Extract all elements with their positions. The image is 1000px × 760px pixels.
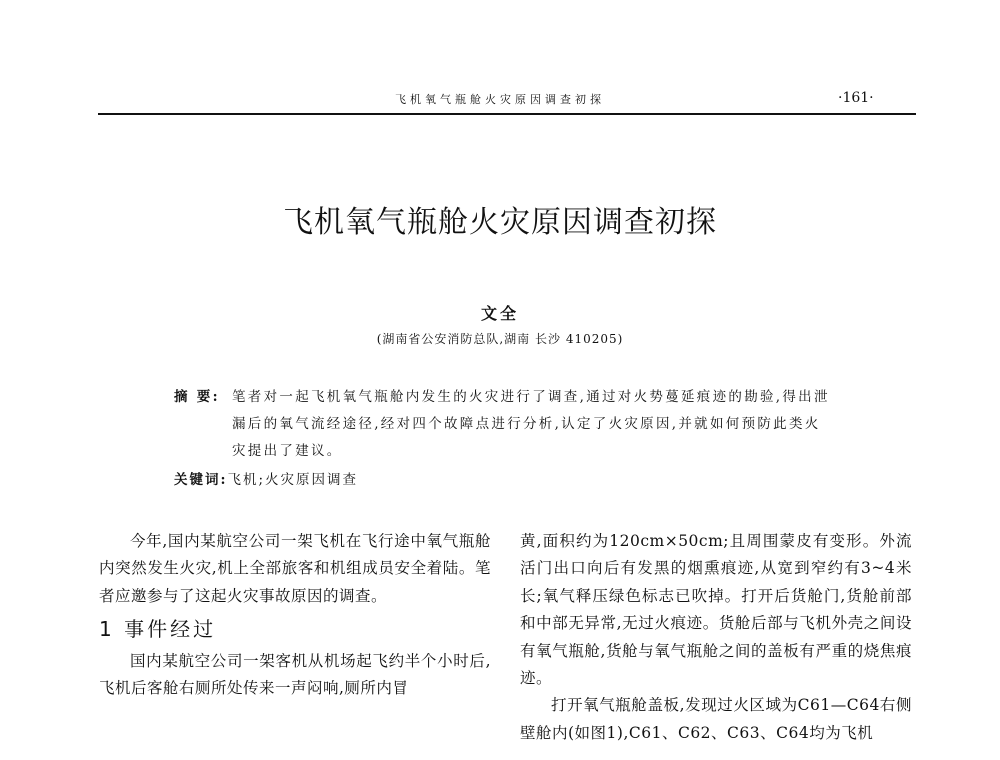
section-heading: 1 事件经过 — [99, 617, 217, 642]
body-paragraph: 黄,面积约为120cm×50cm;且周围蒙皮有变形。外流活门出口向后有发黑的烟熏痕迹,从宽到窄约有3~4米长;氧气释压绿色标志已吹掉。打开后货舱门,货舱前部和中部无异常,无过火痕迹。货舱后部与飞机外壳之间设有氧气瓶舱,货舱与氧气瓶舱之间的盖板有严重的烧焦痕迹。 — [520, 532, 912, 688]
keywords-label: 关键词: — [174, 472, 228, 488]
left-column — [99, 528, 491, 702]
right-column — [520, 528, 912, 747]
abstract-text: 笔者对一起飞机氧气瓶舱内发生的火灾进行了调查,通过对火势蔓延痕迹的勘验,得出泄漏后的氧气流经途径,经对四个故障点进行分析,认定了火灾原因,并就如何预防此类火灾提出了建议。 — [232, 389, 830, 459]
abstract-block — [174, 384, 834, 465]
page-number: ·161· — [838, 90, 874, 106]
body-paragraph: 打开氧气瓶舱盖板,发现过火区域为C61—C64右侧壁舱内(如图1),C61、C62、C63、C64均为飞机 — [520, 696, 912, 742]
author-name: 文全 — [480, 304, 519, 323]
abstract-label: 摘 要: — [174, 389, 220, 405]
author-affiliation: (湖南省公安消防总队,湖南 长沙 410205) — [376, 332, 624, 346]
article-title: 飞机氧气瓶舱火灾原因调查初探 — [283, 205, 717, 240]
body-paragraph: 国内某航空公司一架客机从机场起飞约半个小时后,飞机后客舱右厕所处传来一声闷响,厕所内冒 — [99, 651, 491, 698]
keywords-block — [174, 468, 358, 488]
header-rule — [98, 113, 916, 115]
body-paragraph: 今年,国内某航空公司一架飞机在飞行途中氧气瓶舱内突然发生火灾,机上全部旅客和机组成员安全着陆。笔者应邀参与了这起火灾事故原因的调查。 — [99, 532, 491, 605]
keywords-text: 飞机;火灾原因调查 — [227, 472, 359, 488]
running-title: 飞机氧气瓶舱火灾原因调查初探 — [395, 93, 605, 106]
